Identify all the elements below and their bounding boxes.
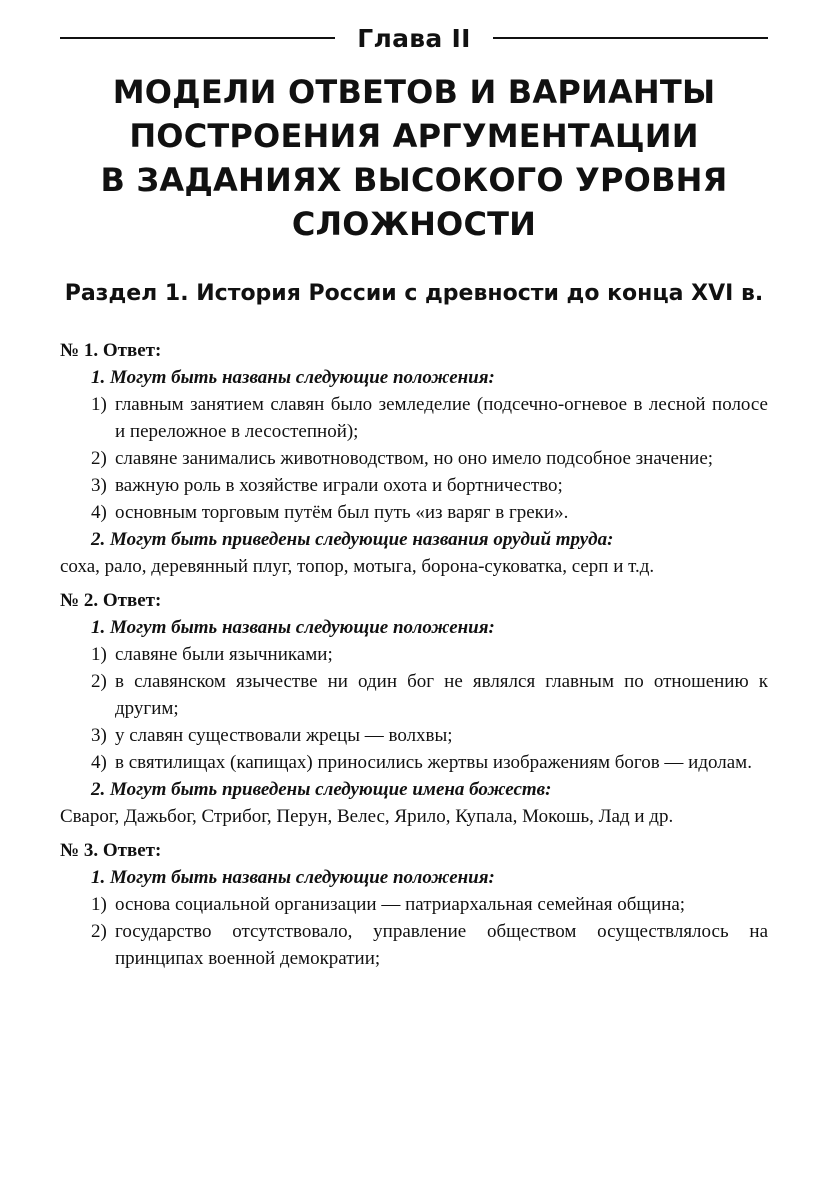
section-title: Раздел 1. История России с древности до конца XVI в. (64, 281, 764, 306)
list-item (60, 391, 768, 445)
list-item-number: 4) (91, 752, 107, 773)
list-item-number: 1) (91, 894, 107, 915)
list-item-number: 3) (91, 475, 107, 496)
answer-text: соха, рало, деревянный плуг, топор, мотыга, борона-суковатка, серп и т.д. (60, 556, 655, 577)
list-item-text: основным торговым путём был путь «из варяг в греки». (115, 502, 569, 523)
chapter-rule-left (60, 37, 335, 39)
list-item (60, 891, 768, 918)
list-item-text: в славянском язычестве ни один бог не являлся главным по отношению к другим; (115, 671, 768, 719)
answer-text: Сварог, Дажьбог, Стрибог, Перун, Велес, Ярило, Купала, Мокошь, Лад и др. (60, 806, 674, 827)
list-item-text: славяне занимались животноводством, но оно имело подсобное значение; (115, 448, 714, 469)
answer-heading: № 3. Ответ: (60, 840, 162, 861)
list-item-text: у славян существовали жрецы — волхвы; (115, 725, 453, 746)
list-item (60, 668, 768, 722)
answer-subheading: 1. Могут быть названы следующие положения: (91, 617, 495, 638)
list-item-number: 3) (91, 725, 107, 746)
chapter-header (60, 18, 768, 58)
list-item-text: славяне были язычниками; (115, 644, 333, 665)
list-item (60, 918, 768, 972)
answer-heading: № 2. Ответ: (60, 590, 162, 611)
list-item-text: государство отсутствовало, управление обществом осуществлялось на принципах военной демократии; (115, 921, 768, 969)
list-item-number: 2) (91, 921, 107, 942)
answer-heading: № 1. Ответ: (60, 340, 162, 361)
chapter-label: Глава II (357, 23, 471, 53)
list-item-text: в святилищах (капищах) приносились жертвы изображениям богов — идолам. (115, 752, 752, 773)
answers-content (60, 337, 768, 972)
chapter-title-line: ПОСТРОЕНИЯ АРГУМЕНТАЦИИ (129, 117, 699, 155)
answer-subheading: 2. Могут быть приведены следующие названия орудий труда: (91, 529, 614, 550)
answer-subheading: 1. Могут быть названы следующие положения: (91, 867, 495, 888)
list-item (60, 749, 768, 776)
chapter-title-line: СЛОЖНОСТИ (291, 205, 537, 243)
list-item-text: главным занятием славян было земледелие (подсечно-огневое в лесной полосе и переложное в лесостепной); (115, 394, 768, 442)
chapter-title (60, 70, 768, 246)
list-item (60, 499, 768, 526)
list-item-text: важную роль в хозяйстве играли охота и бортничество; (115, 475, 563, 496)
answer-subheading: 1. Могут быть названы следующие положения: (91, 367, 495, 388)
list-item (60, 472, 768, 499)
list-item (60, 722, 768, 749)
list-item-number: 1) (91, 644, 107, 665)
list-item-number: 1) (91, 394, 107, 415)
list-item-number: 4) (91, 502, 107, 523)
list-item (60, 445, 768, 472)
list-item-text: основа социальной организации — патриархальная семейная община; (115, 894, 686, 915)
chapter-rule-right (493, 37, 768, 39)
answer-subheading: 2. Могут быть приведены следующие имена божеств: (91, 779, 552, 800)
chapter-title-line: МОДЕЛИ ОТВЕТОВ И ВАРИАНТЫ (112, 73, 716, 111)
list-item (60, 641, 768, 668)
list-item-number: 2) (91, 448, 107, 469)
chapter-title-line: В ЗАДАНИЯХ ВЫСОКОГО УРОВНЯ (100, 161, 728, 199)
list-item-number: 2) (91, 671, 107, 692)
